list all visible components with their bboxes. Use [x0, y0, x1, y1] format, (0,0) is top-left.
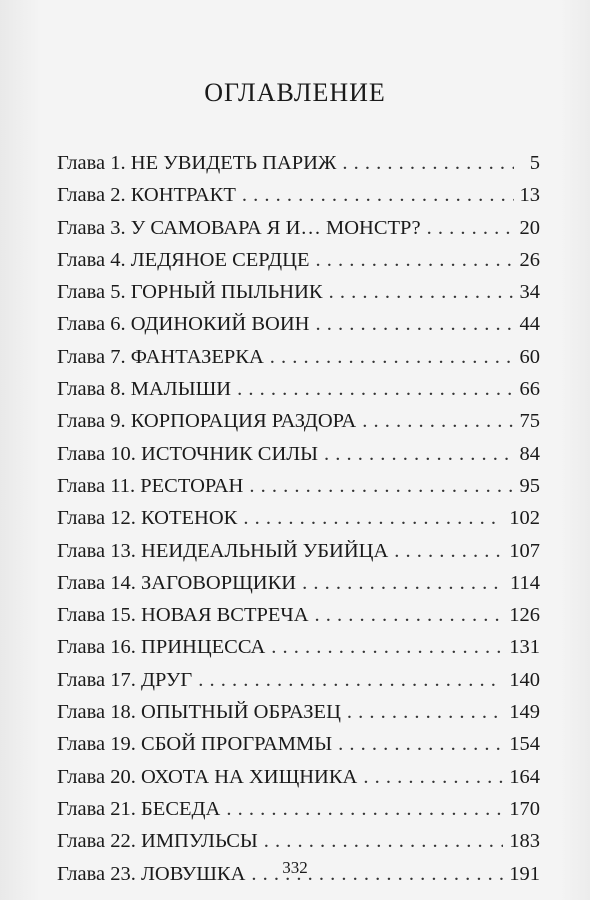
leader-dots — [329, 281, 514, 304]
toc-entry-label: Глава 6. ОДИНОКИЙ ВОИН — [57, 313, 310, 336]
toc-entry-page: 84 — [519, 442, 540, 465]
leader-dots — [226, 798, 503, 821]
toc-entry — [57, 346, 540, 378]
leader-dots — [362, 410, 513, 433]
table-of-contents — [57, 152, 540, 895]
toc-entry — [57, 733, 540, 765]
toc-entry-page: 107 — [509, 539, 540, 562]
leader-dots — [427, 217, 514, 240]
toc-entry-page: 154 — [509, 733, 540, 756]
toc-entry — [57, 701, 540, 733]
toc-entry — [57, 410, 540, 442]
toc-entry-page: 20 — [519, 216, 540, 239]
toc-entry-page: 26 — [519, 248, 540, 271]
toc-entry-page: 75 — [519, 410, 540, 433]
leader-dots — [338, 733, 503, 756]
leader-dots — [243, 507, 503, 530]
toc-entry — [57, 378, 540, 410]
leader-dots — [237, 378, 513, 401]
toc-entry-page: 102 — [509, 507, 540, 530]
toc-entry-page: 170 — [509, 797, 540, 820]
toc-entry-label: Глава 9. КОРПОРАЦИЯ РАЗДОРА — [57, 410, 357, 433]
toc-entry-label: Глава 11. РЕСТОРАН — [57, 474, 244, 497]
toc-entry-label: Глава 1. НЕ УВИДЕТЬ ПАРИЖ — [57, 152, 337, 174]
toc-entry-label: Глава 10. ИСТОЧНИК СИЛЫ — [57, 442, 319, 465]
toc-entry-label: Глава 2. КОНТРАКТ — [57, 184, 236, 207]
leader-dots — [198, 669, 503, 692]
toc-entry — [57, 636, 540, 668]
toc-entry-label: Глава 5. ГОРНЫЙ ПЫЛЬНИК — [57, 281, 323, 304]
leader-dots — [242, 184, 514, 207]
toc-entry-page: 191 — [509, 862, 540, 885]
toc-entry-page: 34 — [519, 281, 540, 304]
toc-entry-page: 95 — [519, 474, 540, 497]
leader-dots — [315, 249, 513, 272]
toc-entry-page: 126 — [509, 604, 540, 627]
toc-entry-label: Глава 17. ДРУГ — [57, 668, 193, 691]
toc-entry-label: Глава 4. ЛЕДЯНОЕ СЕРДЦЕ — [57, 248, 310, 271]
toc-entry-label: Глава 21. БЕСЕДА — [57, 797, 221, 820]
toc-entry-page: 164 — [509, 765, 540, 788]
toc-entry — [57, 249, 540, 281]
leader-dots — [315, 313, 513, 336]
leader-dots — [342, 152, 514, 175]
toc-entry-label: Глава 16. ПРИНЦЕССА — [57, 636, 266, 659]
toc-entry-page: 60 — [519, 345, 540, 368]
leader-dots — [394, 540, 503, 563]
toc-title: ОГЛАВЛЕНИЕ — [204, 78, 386, 107]
toc-entry-page: 114 — [510, 571, 540, 594]
toc-entry — [57, 669, 540, 701]
toc-entry — [57, 443, 540, 475]
leader-dots — [249, 475, 513, 498]
toc-entry — [57, 313, 540, 345]
toc-entry-page: 13 — [519, 184, 540, 207]
leader-dots — [315, 604, 504, 627]
toc-entry — [57, 540, 540, 572]
toc-entry-label: Глава 18. ОПЫТНЫЙ ОБРАЗЕЦ — [57, 701, 341, 724]
toc-entry-label: Глава 12. КОТЕНОК — [57, 507, 238, 530]
toc-entry — [57, 507, 540, 539]
toc-entry-label: Глава 14. ЗАГОВОРЩИКИ — [57, 571, 297, 594]
toc-entry-label: Глава 20. ОХОТА НА ХИЩНИКА — [57, 765, 358, 788]
toc-entry — [57, 604, 540, 636]
leader-dots — [271, 636, 503, 659]
toc-entry — [57, 184, 540, 216]
toc-entry — [57, 766, 540, 798]
toc-entry-label: Глава 8. МАЛЫШИ — [57, 378, 232, 401]
toc-entry-page: 183 — [509, 830, 540, 853]
toc-entry-label: Глава 7. ФАНТАЗЕРКА — [57, 345, 264, 368]
toc-entry-page: 5 — [529, 152, 540, 174]
toc-entry — [57, 798, 540, 830]
toc-entry-page: 131 — [509, 636, 540, 659]
leader-dots — [264, 830, 503, 853]
leader-dots — [302, 572, 504, 595]
toc-entry — [57, 572, 540, 604]
toc-entry-label: Глава 3. У САМОВАРА Я И… МОНСТР? — [57, 216, 421, 239]
toc-entry — [57, 152, 540, 184]
toc-entry — [57, 475, 540, 507]
toc-entry-label: Глава 19. СБОЙ ПРОГРАММЫ — [57, 733, 333, 756]
toc-entry-label: Глава 23. ЛОВУШКА — [57, 862, 246, 885]
leader-dots — [270, 346, 514, 369]
toc-entry-label: Глава 15. НОВАЯ ВСТРЕЧА — [57, 604, 309, 627]
toc-entry-page: 149 — [509, 701, 540, 724]
toc-entry — [57, 281, 540, 313]
toc-entry-page: 44 — [519, 313, 540, 336]
leader-dots — [363, 766, 503, 789]
toc-entry — [57, 217, 540, 249]
leader-dots — [324, 443, 513, 466]
toc-entry-page: 140 — [509, 668, 540, 691]
toc-entry-page: 66 — [519, 378, 540, 401]
leader-dots — [347, 701, 503, 724]
toc-entry-label: Глава 22. ИМПУЛЬСЫ — [57, 830, 258, 853]
toc-entry-label: Глава 13. НЕИДЕАЛЬНЫЙ УБИЙЦА — [57, 539, 389, 562]
page-number: 332 — [282, 858, 308, 877]
